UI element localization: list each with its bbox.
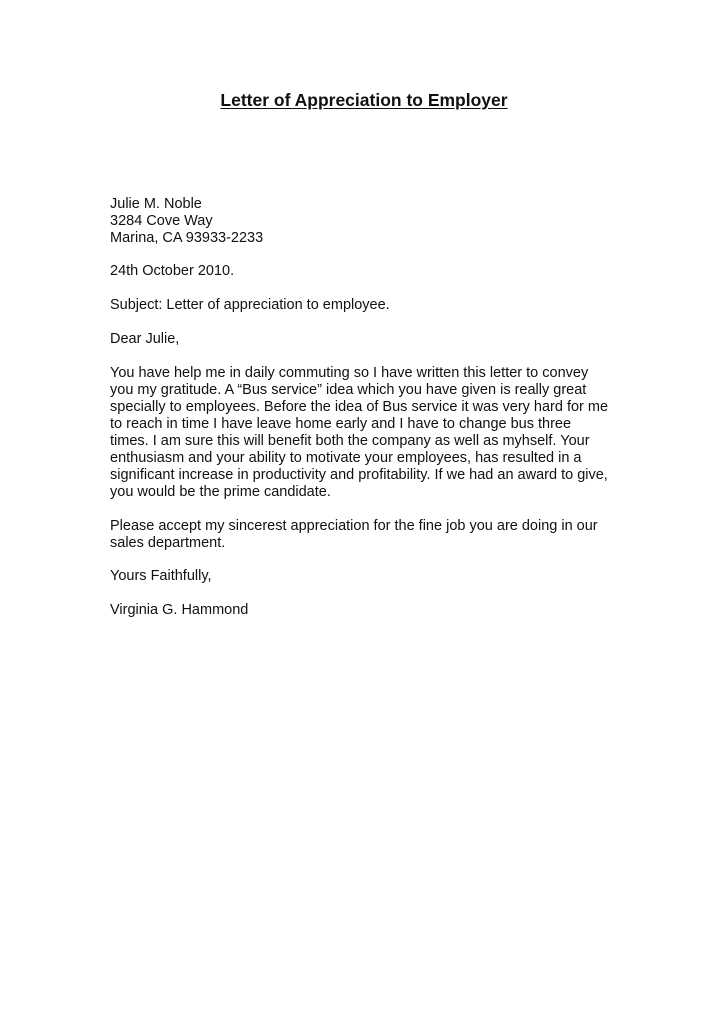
letter-subject: Subject: Letter of appreciation to employee.	[110, 297, 390, 313]
paragraph-line: you would be the prime candidate.	[110, 484, 331, 500]
letter-title: Letter of Appreciation to Employer	[220, 90, 508, 110]
paragraph-line: significant increase in productivity and profitability. If we had an award to give,	[110, 467, 608, 483]
paragraph-line: you my gratitude. A “Bus service” idea which you have given is really great	[110, 382, 587, 398]
address-street: 3284 Cove Way	[110, 213, 213, 229]
body-paragraph-2	[110, 518, 650, 552]
paragraph-line: enthusiasm and your ability to motivate your employees, has resulted in a	[110, 450, 582, 466]
recipient-address	[110, 196, 650, 247]
paragraph-line: sales department.	[110, 535, 226, 551]
address-name: Julie M. Noble	[110, 196, 202, 212]
paragraph-line: times. I am sure this will benefit both the company as well as myhself. Your	[110, 433, 590, 449]
letter-closing: Yours Faithfully,	[110, 568, 212, 584]
paragraph-line: specially to employees. Before the idea of Bus service it was very hard for me	[110, 399, 609, 415]
address-city: Marina, CA 93933-2233	[110, 230, 264, 246]
letter-date: 24th October 2010.	[110, 263, 235, 279]
body-paragraph-1	[110, 365, 650, 501]
paragraph-line: to reach in time I have leave home early and I have to change bus three	[110, 416, 572, 432]
letter-salutation: Dear Julie,	[110, 331, 180, 347]
paragraph-line: You have help me in daily commuting so I have written this letter to convey	[110, 365, 589, 381]
letter-signature: Virginia G. Hammond	[110, 602, 249, 618]
paragraph-line: Please accept my sincerest appreciation for the fine job you are doing in our	[110, 518, 598, 534]
